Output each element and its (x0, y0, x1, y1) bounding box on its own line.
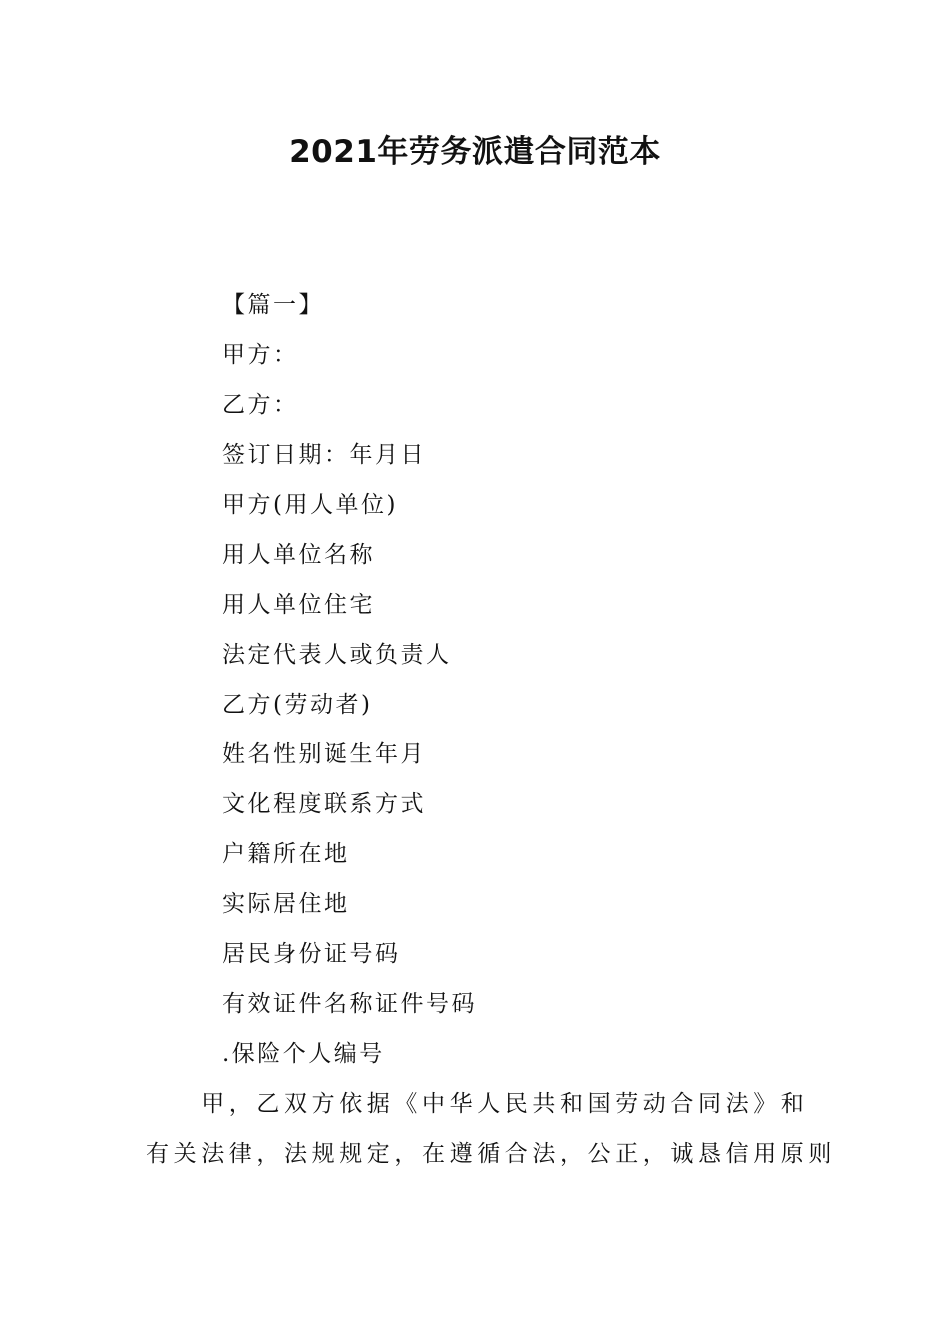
text-line: 甲方(用人单位) (222, 492, 398, 518)
text-line: 居民身份证号码 (222, 941, 401, 967)
text-line: 姓名性别诞生年月 (222, 741, 426, 767)
text-line: 法定代表人或负责人 (222, 642, 452, 668)
text-line: 乙方： (222, 392, 299, 418)
text-line: 用人单位住宅 (222, 592, 375, 618)
text-line: .保险个人编号 (222, 1041, 385, 1067)
text-line: 签订日期：年月日 (222, 442, 426, 468)
text-line: 户籍所在地 (222, 841, 350, 867)
text-line: 实际居住地 (222, 891, 350, 917)
section-label: 【篇一】 (222, 292, 324, 318)
text-line: 文化程度联系方式 (222, 791, 426, 817)
text-line: 有效证件名称证件号码 (222, 991, 477, 1017)
text-line: 用人单位名称 (222, 542, 375, 568)
paragraph-line: 有关法律，法规规定，在遵循合法，公正，诚恳信用原则 (146, 1141, 836, 1167)
text-line: 甲方： (222, 342, 299, 368)
paragraph-line: 甲，乙双方依据《中华人民共和国劳动合同法》和 (146, 1091, 809, 1117)
text-line: 乙方(劳动者) (222, 692, 373, 718)
document-title: 2021年劳务派遣合同范本 (289, 134, 661, 170)
